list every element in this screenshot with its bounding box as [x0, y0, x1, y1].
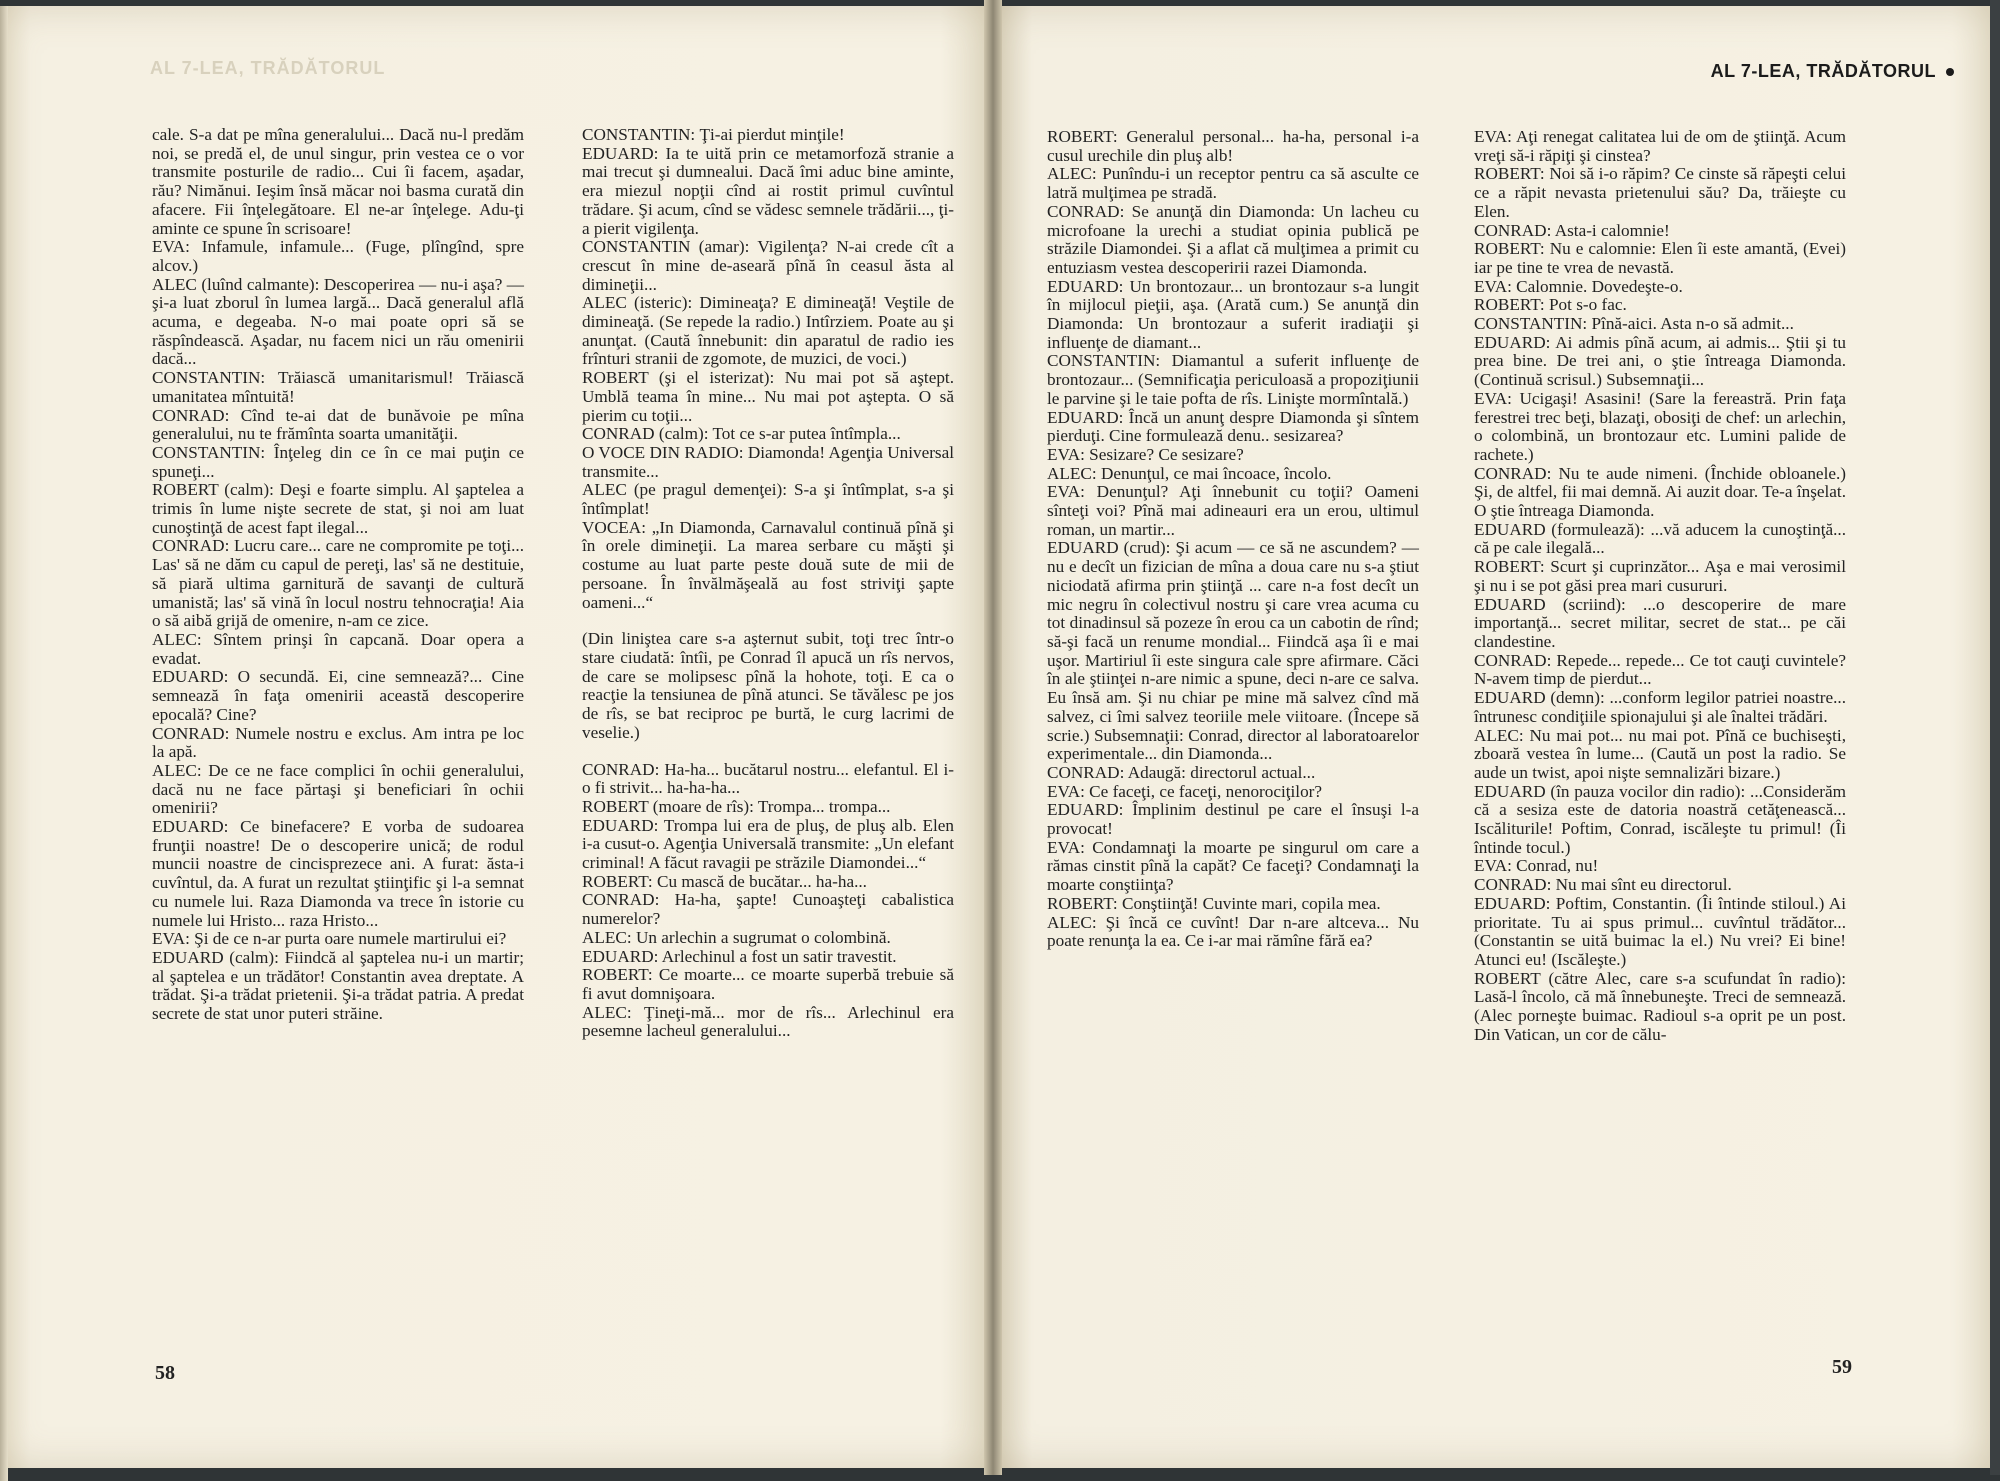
dialogue-paragraph: EDUARD (calm): Fiindcă al şaptelea nu-i un martir; al şaptelea e un trădător! Constantin avea dreptate. A trădat. Şi-a trădat prietenii. Şi-a trădat patria. A predat secrete de stat unor puteri străine. [152, 947, 524, 1024]
dialogue-paragraph: ALEC: Ţineţi-mă... mor de rîs... Arlechinul era pesemne lacheul generalului... [582, 1002, 954, 1041]
dialogue-paragraph: ALEC: Sîntem prinşi în capcană. Doar opera a evadat. [152, 629, 524, 668]
text-column-4 [1474, 128, 1846, 1044]
dialogue-paragraph: EDUARD (în pauza vocilor din radio): ...Considerăm că a sesiza este de datoria noastră cetăţenească... Iscăliturile! Poftim, Conrad, iscăleşte tu primul! (Îi întinde tocul.) [1474, 781, 1846, 857]
dialogue-paragraph: ROBERT: Nu e calomnie: Elen îi este amantă, (Evei) iar pe tine te vrea de nevastă. [1474, 239, 1846, 277]
dialogue-paragraph: ROBERT: Ce moarte... ce moarte superbă trebuie să fi avut domnişoara. [582, 965, 954, 1003]
dialogue-paragraph: ALEC (isteric): Dimineaţa? E dimineaţă! Veştile de dimineaţă. (Se repede la radio.) Intîrziem. Poate au şi anunţat. (Caută înnebunit: din aparatul de radio ies frînturi stranii de zgomote, de muzici, de voci.) [582, 293, 954, 369]
dialogue-paragraph: EDUARD: O secundă. Ei, cine semnează?... Cine semnează în faţa omenirii această descoperire epocală? Cine? [152, 667, 524, 724]
dialogue-paragraph: ROBERT: Cu mască de bucătar... ha-ha... [582, 871, 867, 891]
left-page [0, 6, 992, 1468]
ghost-running-head: AL 7-LEA, TRĂDĂTORUL [150, 58, 386, 78]
dialogue-paragraph: CONRAD (calm): Tot ce s-ar putea întîmpla... [582, 424, 901, 444]
running-head-text: AL 7-LEA, TRĂDĂTORUL [1710, 61, 1936, 81]
dialogue-paragraph: CONSTANTIN: Pînă-aici. Asta n-o să admit... [1474, 314, 1794, 334]
dialogue-paragraph: EDUARD: Ce binefacere? E vorba de sudoarea frunţii noastre! De o descoperire unică; de rodul muncii noastre de cincisprezece ani. A furat: ăsta-i cuvîntul, da. A furat un rezultat ştiinţific şi l-a semnat cu numele lui. Raza Diamonda va trece în istorie cu numele lui Hristo... raza Hristo... [152, 817, 524, 930]
dialogue-paragraph: CONRAD: Asta-i calomnie! [1474, 220, 1670, 240]
dialogue-paragraph: CONRAD: Adaugă: directorul actual... [1047, 762, 1316, 782]
dialogue-paragraph: CONRAD: Lucru care... care ne compromite pe toţi... Las' să ne dăm cu capul de pereţi, las' să ne destituie, să piară ultima garnitură de savanţi de cultură umanistă; las' să vină în locul nostru tehnocraţia! Aia o să aibă grijă de omenire, n-am ce zice. [152, 536, 524, 631]
dialogue-paragraph: CONSTANTIN (amar): Vigilenţa? N-ai crede cît a crescut în mine de-aseară pînă în ceasul ăsta al dimineţii... [582, 237, 954, 294]
page-number-right: 59 [1832, 1356, 1852, 1378]
dialogue-paragraph: CONSTANTIN: Trăiască umanitarismul! Trăiască umanitatea mîntuită! [152, 368, 524, 406]
dialogue-paragraph: EDUARD: Poftim, Constantin. (Îi întinde stiloul.) Ai prioritate. Tu ai spus primul... cuvîntul trădător... (Constantin se uită buimac la el.) Nu vrei? Ei bine! Atunci eu! (Iscăleşte.) [1474, 893, 1846, 969]
dialogue-paragraph: EVA: Calomnie. Dovedeşte-o. [1474, 276, 1683, 296]
dialogue-paragraph: CONSTANTIN: Ţi-ai pierdut minţile! [582, 125, 845, 144]
dialogue-paragraph: CONRAD: Cînd te-ai dat de bunăvoie pe mîna generalului, nu te frămînta soarta umanităţii. [152, 405, 524, 444]
dialogue-paragraph: ROBERT: Generalul personal... ha-ha, personal i-a cusul urechile din pluş alb! [1047, 127, 1419, 165]
paragraph-gap [582, 743, 954, 761]
dialogue-paragraph: EDUARD (scriind): ...o descoperire de mare importanţă... secret militar, secret de stat... pe căi clandestine. [1474, 594, 1846, 651]
dialogue-paragraph: (Din liniştea care s-a aşternut subit, toţi trec într-o stare ciudată: întîi, pe Conrad îl apucă un rîs nervos, de care se molipsesc pînă la hohote, toţi. E ca o reacţie la tensiunea de pînă atunci. Se tăvălesc pe jos de rîs, se bat reciproc pe burtă, le curg lacrimi de veselie.) [582, 629, 954, 742]
dialogue-paragraph: EVA: Aţi renegat calitatea lui de om de ştiinţă. Acum vreţi să-i răpiţi şi cinstea? [1474, 127, 1846, 165]
running-head [1711, 61, 1954, 82]
dialogue-paragraph: EVA: Condamnaţi la moarte pe singurul om care a rămas cinstit pînă la capăt? Ce faceţi? Condamnaţi la moarte conştiinţa? [1047, 837, 1419, 895]
dialogue-paragraph: EVA: Conrad, nu! [1474, 856, 1599, 876]
dialogue-paragraph: VOCEA: „In Diamonda, Carnavalul continuă pînă şi în orele dimineţii. La marea serbare cu măşti şi costume au luat parte peste două sute de mii de persoane. În învălmăşeală au fost striviţi şapte oameni...“ [582, 517, 954, 612]
bullet-dot-icon [1946, 68, 1954, 76]
dialogue-paragraph: ROBERT: Noi să i-o răpim? Ce cinste să răpeşti celui ce a răpit nevasta prietenului său? Da, trăieşte cu Elen. [1474, 164, 1846, 221]
dialogue-paragraph: CONRAD: Se anunţă din Diamonda: Un lacheu cu microfoane la urechi a studiat opinia publică pe străzile Diamondei. Şi a aflat că mulţimea a primit cu entuziasm vestea descoperirii razei Diamonda. [1047, 201, 1419, 277]
dialogue-paragraph: EVA: Sesizare? Ce sesizare? [1047, 444, 1244, 464]
dialogue-paragraph: EVA: Ce faceţi, ce faceţi, nenorociţilor? [1047, 781, 1323, 801]
dialogue-paragraph: EDUARD: Ai admis pînă acum, ai admis... Ştii şi tu prea bine. De trei ani, o ştie întreaga Diamonda. (Continuă scrisul.) Subsemnaţii... [1474, 332, 1846, 390]
dialogue-paragraph: CONRAD: Numele nostru e exclus. Am intra pe loc la apă. [152, 723, 524, 762]
book-binding-edge [1990, 0, 2000, 1475]
dialogue-paragraph: EVA: Ucigaşi! Asasini! (Sare la fereastră. Prin faţa ferestrei trec beţi, blazaţi, obosiţi de chef: un arlechin, o colombină, un brontozaur etc. Lumini palide de rachete.) [1474, 388, 1846, 464]
right-page [992, 6, 1992, 1468]
dialogue-paragraph: ROBERT (calm): Deşi e foarte simplu. Al şaptelea a trimis în lume nişte secrete de stat, şi noi am luat cunoştinţă de acest fapt ilegal... [152, 480, 524, 537]
dialogue-paragraph: ALEC: Punîndu-i un receptor pentru ca să asculte ce latră mulţimea pe stradă. [1047, 164, 1419, 203]
dialogue-paragraph: EVA: Şi de ce n-ar purta oare numele martirului ei? [152, 929, 507, 949]
dialogue-paragraph: CONRAD: Ha-ha... bucătarul nostru... elefantul. El i-o fi strivit... ha-ha-ha... [582, 759, 954, 798]
dialogue-paragraph: EDUARD (crud): Şi acum — ce să ne ascundem? — nu e decît un fizician de mîna a doua care nu s-a ştiut niciodată afirma prin ştiinţă ... care n-a fost decît un mic negru în colectivul nostru şi care vrea acuma cu tot dinadinsul să pozeze în erou ca un cabotin de rînd; să-şi facă un renume mondial... Fiindcă aşa îi e mai uşor. Martiriul îi este singura cale spre afirmare. Căci în ale ştiinţei n-are nimic a spune, deci n-are ce salva. Eu însă am. Şi nu chiar pe mine mă salvez cînd mă salvez, ci îmi salvez teoriile mele viitoare. (Începe să scrie.) Subsemnaţii: Conrad, director al laboratoarelor experimentale... din Diamonda... [1047, 538, 1419, 764]
dialogue-paragraph: CONRAD: Repede... repede... Ce tot cauţi cuvintele? N-avem timp de pierdut... [1474, 650, 1846, 689]
dialogue-paragraph: CONSTANTIN: Înţeleg din ce în ce mai puţin ce spuneţi... [152, 442, 524, 481]
dialogue-paragraph: EDUARD: Ia te uită prin ce metamorfoză stranie a mai trecut şi dumnealui. Dacă îmi aduc bine aminte, era miezul nopţii cînd ai rostit primul cuvîntul trădare. Şi acum, cînd se vădesc semnele trădării..., ţi-a pierit vigilenţa. [582, 143, 954, 238]
dialogue-paragraph: ROBERT: Scurt şi cuprinzător... Aşa e mai verosimil şi nu i se pot găsi prea mari cusururi. [1474, 557, 1846, 595]
dialogue-paragraph: EDUARD: Încă un anunţ despre Diamonda şi sîntem pierduţi. Cine formulează denu.. sesizarea? [1047, 407, 1419, 446]
dialogue-paragraph: ROBERT (către Alec, care s-a scufundat în radio): Lasă-l încolo, că mă înnebuneşte. Treci de semnează. (Alec porneşte buimac. Radioul s-a oprit pe un post. Din Vatican, un cor de călu- [1474, 968, 1846, 1044]
dialogue-paragraph: CONRAD: Nu mai sînt eu directorul. [1474, 875, 1732, 895]
dialogue-paragraph: CONRAD: Ha-ha, şapte! Cunoaşteţi cabalistica numerelor? [582, 890, 954, 929]
paragraph-gap [582, 612, 954, 630]
dialogue-paragraph: ALEC: Un arlechin a sugrumat o colombină. [582, 927, 891, 947]
dialogue-paragraph: EDUARD (formulează): ...vă aducem la cunoştinţă... că pe cale ilegală... [1474, 519, 1846, 558]
dialogue-paragraph: ALEC: De ce ne face complici în ochii generalului, dacă nu ne face părtaşi şi beneficiari în ochii omenirii? [152, 760, 524, 818]
dialogue-paragraph: ALEC (pe pragul demenţei): S-a şi întîmplat, s-a şi întîmplat! [582, 480, 954, 519]
dialogue-paragraph: ROBERT: Conştiinţă! Cuvinte mari, copila mea. [1047, 893, 1381, 913]
left-page-edge [0, 6, 8, 1481]
dialogue-paragraph: EDUARD: Trompa lui era de pluş, de pluş alb. Elen i-a cusut-o. Agenţia Universală transmite: „Un elefant criminal! A făcut ravagii pe străzile Diamondei...“ [582, 815, 954, 873]
dialogue-paragraph: ROBERT (şi el isterizat): Nu mai pot să aştept. Umblă teama în mine... Nu mai pot aştepta. O să pierim cu toţii... [582, 368, 954, 425]
dialogue-paragraph: EVA: Infamule, infamule... (Fuge, plîngînd, spre alcov.) [152, 237, 524, 275]
dialogue-paragraph: O VOCE DIN RADIO: Diamonda! Agenţia Universal transmite... [582, 442, 955, 481]
text-column-1 [152, 126, 524, 1024]
dialogue-paragraph: ALEC (luînd calmante): Descoperirea — nu-i aşa? — şi-a luat zborul în lumea largă... Dacă generalul află acuma, e degeaba. N-o mai poate opri să se răspîndească. Aşadar, nu facem nici un rău omenirii dacă... [152, 274, 524, 369]
page-number-left: 58 [155, 1362, 175, 1384]
dialogue-paragraph: ALEC: Denunţul, ce mai încoace, încolo. [1047, 463, 1332, 483]
dialogue-paragraph: EDUARD (demn): ...conform legilor patriei noastre... întrunesc condiţiile spionajului şi ale înaltei trădări. [1474, 688, 1846, 726]
dialogue-paragraph: ROBERT (moare de rîs): Trompa... trompa... [582, 796, 891, 816]
dialogue-paragraph: ALEC: Nu mai pot... nu mai pot. Pînă ce buchiseşti, zboară vestea în lume... (Caută un post la radio. Se aude un twist, apoi nişte semnalizări bizare.) [1474, 725, 1846, 782]
dialogue-paragraph: ALEC: Şi încă ce cuvînt! Dar n-are altceva... Nu poate renunţa la ea. Ce i-ar mai rămîne fără ea? [1047, 912, 1419, 951]
dialogue-paragraph: EDUARD: Împlinim destinul pe care el însuşi l-a provocat! [1047, 800, 1419, 839]
dialogue-paragraph: EDUARD: Arlechinul a fost un satir travestit. [582, 946, 897, 966]
dialogue-paragraph: CONSTANTIN: Diamantul a suferit influenţe de brontozaur... (Semnificaţia periculoasă a propoziţiunii le parvine şi le taie pofta de rîs. Linişte mormîntală.) [1047, 351, 1419, 408]
dialogue-paragraph: ROBERT: Pot s-o fac. [1474, 295, 1627, 315]
text-column-3 [1047, 128, 1419, 951]
dialogue-paragraph: EDUARD: Un brontozaur... un brontozaur s-a lungit în mijlocul pieţii, aşa. (Arată cum.) Se anunţă din Diamonda: Un brontozaur a suferit iradiaţii şi influenţe de diamant... [1047, 276, 1419, 352]
text-column-2 [582, 126, 954, 1041]
book-gutter [984, 0, 1002, 1475]
dialogue-paragraph: cale. S-a dat pe mîna generalului... Dacă nu-l predăm noi, se predă el, de unul singur, prin vestea ce o vor transmite posturile de radio... Cui îi facem, aşadar, rău? Nimănui. Ieşim însă măcar noi basma curată din afacere. Fii înţelegătoare. El ne-ar înţelege. Adu-ţi aminte ce spune în scrisoare! [152, 125, 524, 238]
dialogue-paragraph: EVA: Denunţul? Aţi înnebunit cu toţii? Oameni sînteţi voi? Pînă mai adineauri era un erou, ultimul roman, un martir... [1047, 482, 1419, 539]
dialogue-paragraph: CONRAD: Nu te aude nimeni. (Închide obloanele.) Şi, de altfel, fii mai demnă. Ai auzit doar. Te-a înşelat. O ştie întreaga Diamonda. [1474, 463, 1846, 521]
